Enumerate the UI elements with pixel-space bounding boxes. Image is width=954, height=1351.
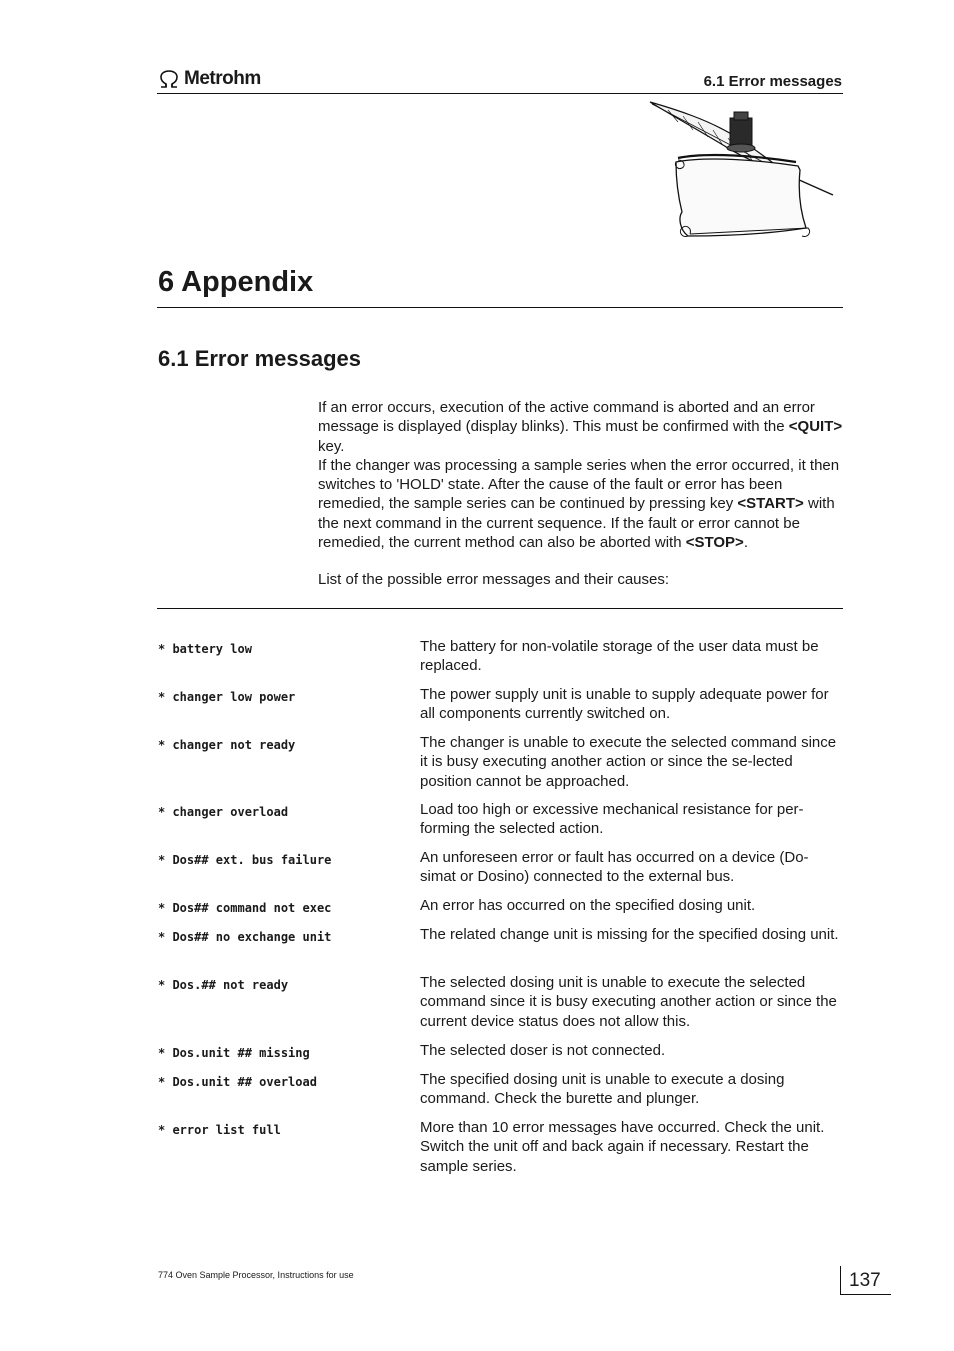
error-code: * changer not ready (158, 738, 296, 752)
intro-paragraph-1: If an error occurs, execution of the active command is aborted and an error message is displayed (display blinks). This must be confirmed with the <QUIT> key. (318, 399, 843, 455)
error-description: The selected doser is not connected. (420, 1042, 666, 1059)
error-description: An unforeseen error or fault has occurred on a device (Do-simat or Dosino) connected to the external bus. (420, 849, 809, 886)
error-code: * Dos.unit ## missing (158, 1046, 310, 1060)
chapter-title: 6 Appendix (158, 266, 314, 298)
running-header: 6.1 Error messages (703, 73, 842, 90)
list-divider (157, 608, 843, 609)
footer-doc-title: 774 Oven Sample Processor, Instructions for use (158, 1270, 354, 1280)
error-description: Load too high or excessive mechanical resistance for per-forming the selected action. (420, 801, 804, 838)
quit-key: <QUIT> (788, 418, 843, 436)
error-code: * Dos## command not exec (158, 901, 332, 915)
stop-key: <STOP> (685, 534, 744, 552)
chapter-divider (157, 307, 843, 308)
error-code: * Dos.## not ready (158, 978, 289, 992)
error-description: More than 10 error messages have occurred. Check the unit. Switch the unit off and back again if necessary. Restart the sample series. (420, 1119, 825, 1175)
error-description: The changer is unable to execute the selected command since it is busy executing another action or since the se-lected position cannot be approached. (420, 734, 837, 790)
start-key: <START> (737, 495, 804, 513)
error-description: The power supply unit is unable to supply adequate power for all components currently switched on. (420, 686, 829, 723)
page-number: 137 (849, 1270, 881, 1291)
error-code: * Dos## ext. bus failure (158, 853, 332, 867)
error-code: * battery low (158, 642, 252, 656)
error-description: The related change unit is missing for the specified dosing unit. (420, 926, 839, 943)
error-description: The specified dosing unit is unable to execute a dosing command. Check the burette and plunger. (420, 1071, 785, 1108)
error-code: * changer low power (158, 690, 296, 704)
section-title: 6.1 Error messages (158, 346, 362, 371)
header-divider (157, 93, 843, 94)
intro-paragraph-2: If the changer was processing a sample series when the error occurred, it then switches to 'HOLD' state. After the cause of the fault or error has been remedied, the sample series can be continued by pressing key <START> with the next command in the current sequence. If the fault or error cannot be remedied, the current method can also be aborted with <STOP>. (318, 456, 840, 552)
error-code: * changer overload (158, 805, 289, 819)
error-description: The selected dosing unit is unable to execute the selected command since it is busy executing another action or since the current device status does not allow this. (420, 974, 837, 1030)
list-intro: List of the possible error messages and their causes: (318, 571, 670, 588)
quill-scroll-illustration (648, 100, 838, 242)
omega-icon (158, 69, 180, 89)
intro-text (318, 398, 844, 552)
error-description: An error has occurred on the specified dosing unit. (420, 897, 756, 914)
error-code: * error list full (158, 1123, 281, 1137)
error-description: The battery for non-volatile storage of the user data must be replaced. (420, 638, 819, 675)
error-code: * Dos.unit ## overload (158, 1075, 317, 1089)
error-code: * Dos## no exchange unit (158, 930, 332, 944)
brand-logo (158, 68, 261, 90)
brand-name: Metrohm (184, 68, 261, 89)
